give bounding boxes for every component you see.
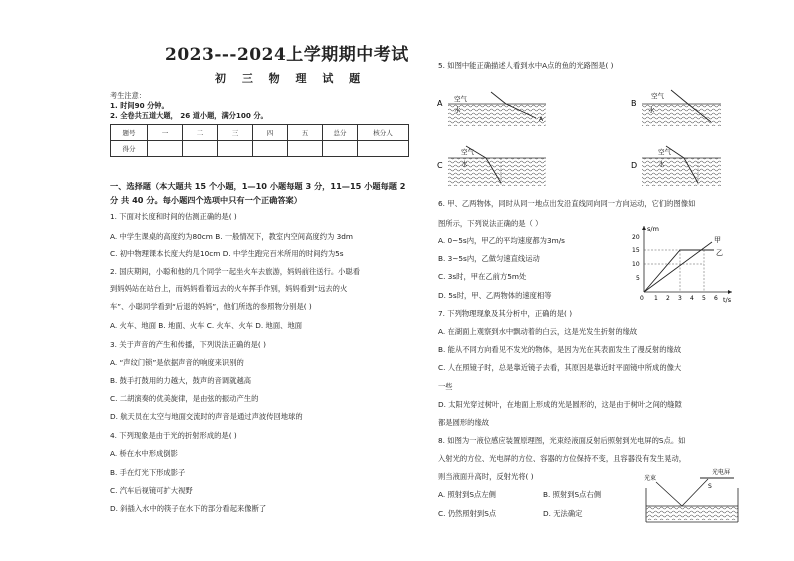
question-line: A. 桥在水中形成倒影: [110, 449, 178, 458]
score-header-cell: 题号: [111, 125, 148, 141]
x-tick: 2: [666, 295, 670, 302]
question-line: C. 汽车后视镜可扩大视野: [110, 486, 193, 495]
question-line: C. 二胡演奏的优美旋律，是由弦的振动产生的: [110, 394, 259, 403]
score-cell[interactable]: [323, 141, 358, 157]
question-stem: 8. 如图为一液位感应装置原理图，光束经液面反射后照射到光电屏的S点。如: [438, 436, 686, 445]
q5-option-d: [631, 146, 721, 186]
water-label: 水: [454, 106, 461, 114]
question-line: B. 手在灯光下形成影子: [110, 468, 186, 477]
question-line: A. “声纹门锁”是依据声音的响度来识别的: [110, 358, 244, 367]
score-table: [110, 124, 409, 157]
x-tick: 4: [690, 295, 694, 302]
question-option: B. 3~5s内，乙做匀速直线运动: [438, 254, 540, 263]
exam-title: 2023---2024上学期期中考试: [165, 45, 409, 65]
q5-option-a: [437, 92, 546, 126]
option-letter: D: [631, 161, 638, 170]
question-option: D. 无法确定: [543, 509, 583, 518]
screen-label: 光电屏: [712, 469, 731, 476]
option-letter: B: [631, 99, 637, 108]
y-tick: 10: [632, 261, 640, 268]
x-tick: 5: [702, 295, 706, 302]
question-stem: 7. 下列物理现象及其分析中，正确的是( ): [438, 309, 573, 318]
score-header-cell: 四: [253, 125, 288, 141]
y-tick: 5: [636, 275, 640, 282]
air-label: 空气: [658, 148, 671, 156]
x-tick: 0: [640, 295, 644, 302]
score-row-label: 得分: [111, 141, 148, 157]
score-cell[interactable]: [183, 141, 218, 157]
x-tick: 6: [714, 295, 718, 302]
question-option: C. 仍然照射到S点: [438, 509, 497, 518]
question-option: C. 人在照镜子时，总是靠近镜子去看，其原因是靠近时平面镜中所成的像大: [438, 363, 682, 372]
y-tick: 15: [632, 247, 640, 254]
exam-subtitle: 初 三 物 理 试 题: [215, 72, 367, 85]
q8-diagram: [642, 466, 742, 526]
x-tick: 1: [654, 295, 658, 302]
question-option: C. 3s时，甲在乙前方5m处: [438, 272, 527, 281]
water-label: 水: [461, 160, 468, 168]
score-header-cell: 二: [183, 125, 218, 141]
score-cell[interactable]: [288, 141, 323, 157]
question-option: A. 在湖面上观察到水中飘动着的白云，这是光发生折射的缘故: [438, 327, 638, 336]
question-line: D. 航天员在太空与地面交流时的声音是通过声波传回地球的: [110, 412, 303, 421]
note-item: 2. 全卷共五道大题， 26 道小题，满分100 分。: [110, 111, 268, 120]
notes-heading: 考生注意：: [110, 91, 146, 100]
score-header-cell: 一: [148, 125, 183, 141]
question-option: B. 能从不同方向看见不发光的物体，是因为光在其表面发生了漫反射的缘故: [438, 345, 682, 354]
question-option: A. 照射到S点左侧: [438, 490, 496, 499]
question-option: D. 5s时，甲、乙两物体的速度相等: [438, 291, 552, 300]
score-header-cell: 五: [288, 125, 323, 141]
question-stem: 5. 如图中能正确描述人看到水中A点的鱼的光路图是( ): [438, 61, 614, 70]
water-label: 水: [658, 160, 665, 168]
question-option: B. 照射到S点右侧: [543, 490, 602, 499]
question-line: 3. 关于声音的产生和传播，下列说法正确的是( ): [110, 340, 266, 349]
question-stem: 则当液面升高时，反射光将( ): [438, 472, 534, 481]
question-option: D. 太阳光穿过树叶，在地面上形成的光是圆形的，这是由于树叶之间的缝隙: [438, 400, 682, 409]
question-option: 都是圆形的缘故: [438, 418, 490, 427]
q5-diagrams: [436, 88, 726, 188]
question-line: 1. 下面对长度和时间的估测正确的是( ): [110, 212, 237, 221]
air-label: 空气: [461, 148, 474, 156]
q6-graph: [628, 222, 738, 306]
question-line: A. 中学生课桌的高度约为80cm B. 一般情况下，教室内空间高度约为 3dm: [110, 232, 353, 241]
point-label: A: [539, 116, 544, 123]
question-stem: 图所示，下列说法正确的是（ ）: [438, 219, 543, 228]
question-line: 2. 国庆期间，小聪和他的几个同学一起坐火车去旅游，妈妈前往送行。小聪看: [110, 267, 361, 276]
point-s-label: S: [708, 483, 712, 490]
question-line: C. 初中物理课本长度大约是10cm D. 中学生跑完百米所用的时间约为5s: [110, 249, 344, 258]
question-option: 一些: [438, 382, 453, 391]
score-cell[interactable]: [253, 141, 288, 157]
question-line: D. 斜插入水中的筷子在水下的部分看起来像断了: [110, 504, 267, 513]
air-label: 空气: [651, 92, 664, 100]
score-cell[interactable]: [358, 141, 409, 157]
question-line: A. 火车、地面 B. 地面、火车 C. 火车、火车 D. 地面、地面: [110, 321, 303, 330]
option-letter: C: [437, 161, 443, 170]
score-cell[interactable]: [148, 141, 183, 157]
series-jia-line: [644, 242, 712, 292]
q5-option-b: [631, 90, 721, 126]
score-header-cell: 核分人: [358, 125, 409, 141]
series-label: 乙: [716, 249, 723, 257]
score-cell[interactable]: [218, 141, 253, 157]
question-line: 到妈妈站在站台上，而妈妈看着远去的火车挥手作别，妈妈看到“远去的火: [110, 284, 348, 293]
section-heading: 一、选择题（本大题共 15 个小题，1—10 小题每题 3 分，11—15 小题每题 2: [110, 181, 406, 191]
score-header-cell: 总分: [323, 125, 358, 141]
x-tick: 3: [678, 295, 682, 302]
air-label: 空气: [454, 95, 467, 103]
x-axis-label: t/s: [723, 296, 732, 304]
option-letter: A: [437, 99, 443, 108]
beam-label: 光束: [644, 475, 657, 482]
question-stem: 入射光的方位、光电屏的方位、容器的方位保持不变，且容器没有发生晃动，: [438, 454, 687, 463]
note-item: 1. 时间90 分钟。: [110, 101, 169, 110]
score-header-cell: 三: [218, 125, 253, 141]
q5-option-c: [437, 146, 546, 186]
question-option: A. 0~5s内，甲乙的平均速度都为3m/s: [438, 236, 565, 245]
y-axis-label: s/m: [647, 225, 659, 233]
question-line: 车”、小聪同学看到“后退的妈妈”，他们所选的参照物分别是( ): [110, 302, 312, 311]
y-tick: 20: [632, 234, 640, 241]
series-yi-line: [644, 250, 714, 292]
series-label: 甲: [714, 236, 721, 244]
question-line: B. 鼓手打鼓用的力越大，鼓声的音调就越高: [110, 376, 251, 385]
question-stem: 6. 甲、乙两物体，同时从同一地点出发沿直线同向同一方向运动，它们的图像如: [438, 199, 696, 208]
question-line: 4. 下列现象是由于光的折射形成的是( ): [110, 431, 237, 440]
water-label: 水: [648, 106, 655, 114]
section-heading: 分 共 40 分。每小题四个选项中只有一个正确答案）: [110, 195, 302, 205]
